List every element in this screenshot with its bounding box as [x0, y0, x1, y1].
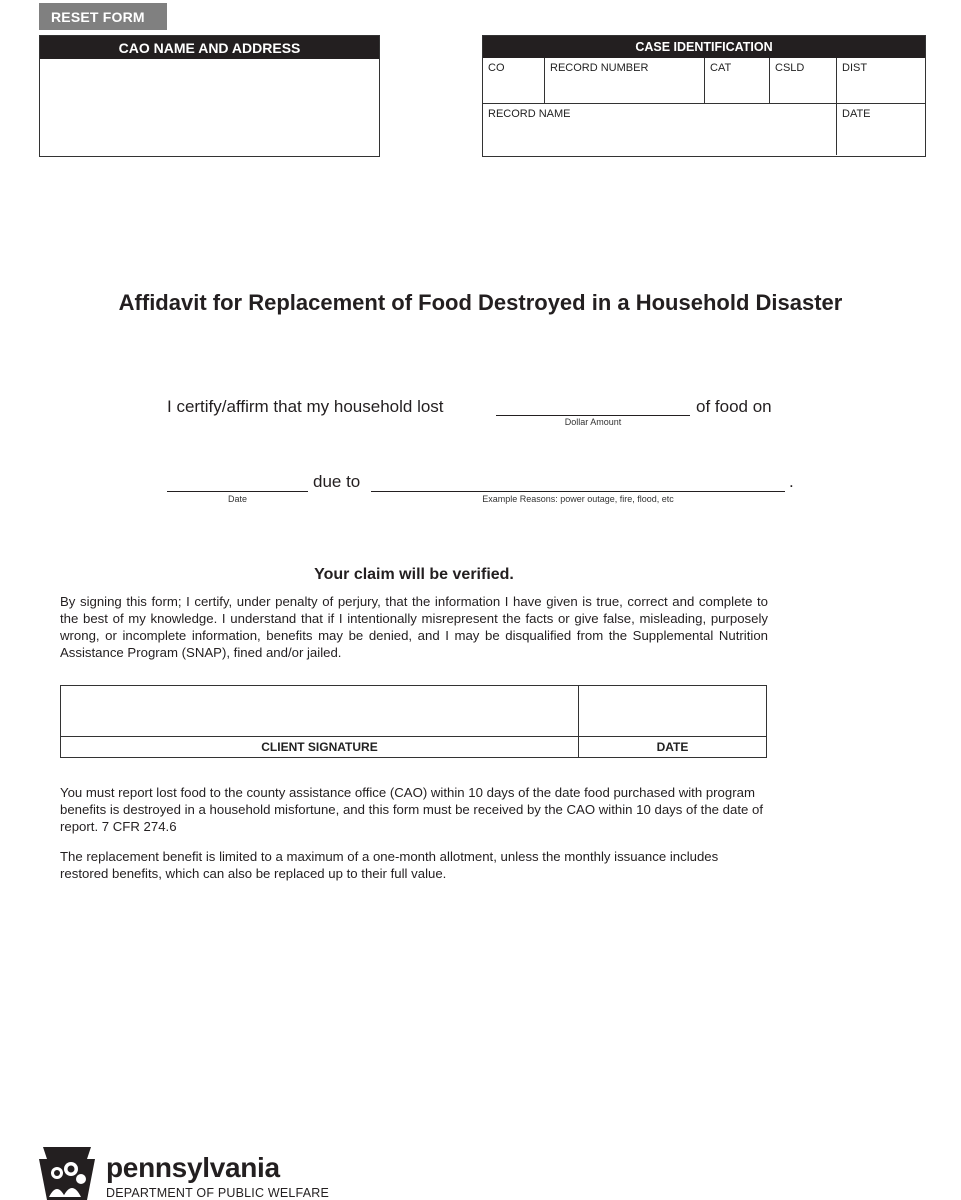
reason-caption: Example Reasons: power outage, fire, flood, etc [482, 494, 674, 504]
client-signature-label: CLIENT SIGNATURE [61, 737, 579, 757]
record-number-label: RECORD NUMBER [550, 62, 649, 74]
record-name-field[interactable] [483, 104, 837, 155]
cat-label: CAT [710, 62, 732, 74]
perjury-statement: By signing this form; I certify, under penalty of perjury, that the information I have given is true, correct and complete to the best of my knowledge. I understand that if I intentionally misrepresent the facts or give false, misleading, purposely wrong, or incomplete information, benefits may be denied, and I may be disqualified from the Supplemental Nutrition Assistance Program (SNAP), fined and/or jailed. [60, 594, 768, 660]
case-row-codes [483, 58, 925, 103]
pennsylvania-logo-text: pennsylvania [106, 1152, 280, 1183]
date-input[interactable] [167, 474, 308, 492]
dollar-amount-input[interactable] [496, 398, 690, 416]
department-name: DEPARTMENT OF PUBLIC WELFARE [106, 1186, 330, 1200]
record-name-label: RECORD NAME [488, 108, 571, 120]
due-to-text: due to [313, 472, 361, 491]
client-signature-field[interactable] [61, 686, 579, 736]
signature-date-label: DATE [656, 740, 689, 754]
dist-field[interactable] [837, 58, 925, 103]
co-field[interactable] [483, 58, 545, 103]
certify-text: I certify/affirm that my household lost [167, 397, 444, 416]
cao-name-address-header: CAO NAME AND ADDRESS [40, 36, 379, 59]
case-identification-header: CASE IDENTIFICATION [483, 36, 925, 58]
page-title: Affidavit for Replacement of Food Destroyed in a Household Disaster [118, 290, 843, 315]
report-requirement-text: You must report lost food to the county assistance office (CAO) within 10 days of the date food purchased with program benefits is destroyed in a household misfortune, and this form must be received by the CAO within 10 days of the date of report. 7 CFR 274.6 [60, 785, 763, 834]
dollar-amount-caption: Dollar Amount [564, 417, 622, 427]
claim-verified-heading: Your claim will be verified. [314, 566, 514, 583]
case-row-names [483, 103, 925, 155]
signature-date-field[interactable] [579, 686, 766, 736]
record-number-field[interactable] [545, 58, 705, 103]
signature-table [60, 685, 767, 758]
co-label: CO [488, 62, 505, 74]
cao-name-address-box [39, 35, 380, 157]
reset-form-button[interactable]: RESET FORM [39, 3, 167, 30]
benefit-limit-text: The replacement benefit is limited to a maximum of a one-month allotment, unless the monthly issuance includes restored benefits, which can also be replaced up to their full value. [60, 849, 719, 881]
cat-field[interactable] [705, 58, 770, 103]
food-on-text: of food on [696, 397, 772, 416]
reason-input[interactable] [371, 474, 785, 492]
cao-name-address-field[interactable] [40, 59, 379, 156]
dist-label: DIST [842, 62, 868, 74]
date-caption: Date [227, 494, 247, 504]
case-date-label: DATE [842, 108, 871, 120]
case-date-field[interactable] [837, 104, 925, 155]
case-identification-box [482, 35, 926, 157]
csld-field[interactable] [770, 58, 837, 103]
csld-label: CSLD [775, 62, 805, 74]
line-end-period: . [789, 472, 794, 491]
keystone-logo-icon [35, 1145, 99, 1200]
